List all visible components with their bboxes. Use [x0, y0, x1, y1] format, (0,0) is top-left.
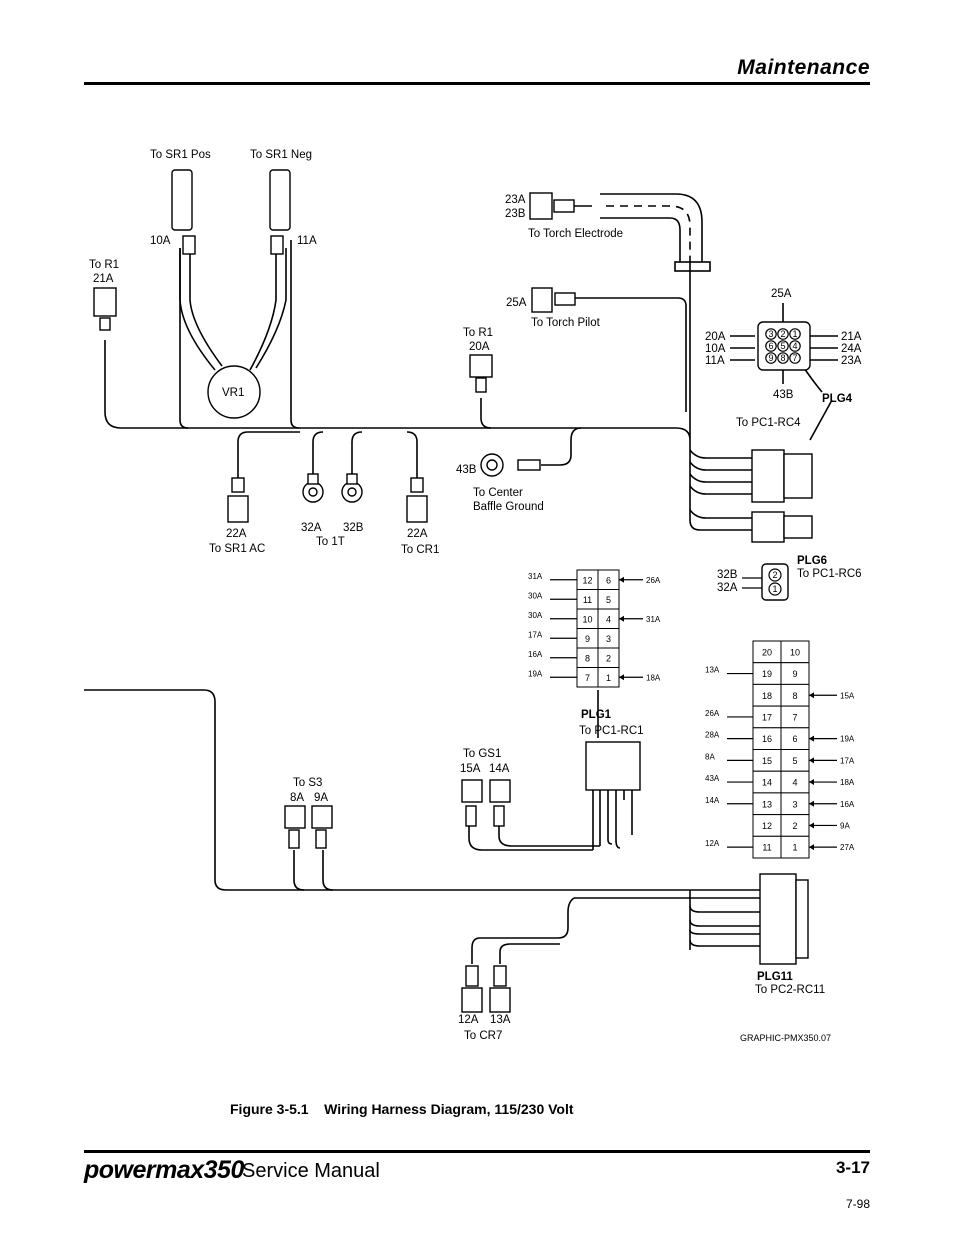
label-wire-10a: 10A	[150, 235, 171, 247]
plg1-pin-table	[528, 570, 661, 687]
plg11-wire-left: 13A	[705, 665, 720, 675]
label-wire-43b: 43B	[456, 464, 477, 476]
revision-date: 7-98	[845, 1197, 870, 1211]
label-wire-20a: 20A	[469, 341, 490, 353]
plg1-wire-right: 18A	[646, 673, 661, 683]
plg4-label-left-1: 20A	[705, 331, 726, 343]
plg11-wire-right: 16A	[840, 799, 855, 809]
plg11-wire-left: 8A	[705, 752, 715, 762]
plg1-pin-b: 4	[605, 614, 612, 625]
plg11-pin-a: 14	[761, 777, 773, 788]
plg11-pin-b: 8	[792, 690, 798, 701]
plg11-pin-b: 4	[792, 777, 798, 788]
page-number: 3-17	[835, 1158, 870, 1177]
plg11-pin-a: 11	[762, 842, 772, 853]
label-wire-14a: 14A	[489, 763, 510, 775]
plg11-wire-left: 12A	[705, 839, 720, 849]
plg6-to: To PC1-RC6	[797, 568, 862, 580]
plg1-pin-a: 10	[582, 614, 593, 625]
plg11-pin-a: 15	[761, 755, 773, 766]
plg4-pin-number: 3	[768, 329, 774, 339]
label-to-sr1-neg: To SR1 Neg	[250, 149, 313, 161]
plg4-pin-number: 4	[792, 341, 798, 351]
plg11-pin-a: 17	[761, 712, 773, 723]
plg4-pin-number: 5	[780, 341, 786, 351]
plg11-pin-b: 9	[792, 669, 798, 680]
plg11-name: PLG11	[757, 971, 793, 983]
plg11-wire-right: 19A	[840, 734, 855, 744]
plg1-wire-left: 30A	[528, 591, 543, 601]
label-to-sr1-pos: To SR1 Pos	[150, 149, 211, 161]
plg4-label-left-3: 11A	[705, 355, 725, 367]
plg11-pin-a: 20	[761, 647, 773, 658]
label-wire-32b: 32B	[343, 522, 364, 534]
brand-logo: powermax350	[84, 1156, 244, 1184]
label-vr1: VR1	[222, 387, 245, 399]
plg1-wire-left: 16A	[528, 649, 543, 659]
plg1-pin-a: 8	[584, 653, 591, 664]
label-to-sr1-ac: To SR1 AC	[209, 543, 266, 555]
plg1-pin-a: 12	[582, 575, 593, 586]
label-to-center: To Center	[473, 487, 523, 499]
section-title: Maintenance	[737, 56, 870, 79]
plg11-pin-a: 16	[761, 734, 773, 745]
plg4-pin-number: 6	[768, 341, 774, 351]
label-wire-15a: 15A	[460, 763, 481, 775]
plg6-name: PLG6	[797, 555, 828, 567]
plg1-wire-right: 26A	[646, 575, 661, 585]
manual-title: Service Manual	[242, 1160, 380, 1182]
plg11-wire-right: 17A	[840, 756, 855, 766]
label-wire-21a: 21A	[93, 273, 114, 285]
plg11-pin-b: 10	[789, 647, 801, 658]
label-to-s3: To S3	[293, 777, 323, 789]
plg11-wire-left: 14A	[705, 795, 720, 805]
label-wire-9a: 9A	[314, 792, 329, 804]
plg4-label-top: 25A	[771, 288, 792, 300]
plg1-pin-b: 2	[605, 653, 612, 664]
plg11-wire-right: 9A	[840, 821, 850, 831]
plg11-pin-b: 5	[792, 755, 798, 766]
plg1-wire-left: 31A	[528, 571, 543, 581]
label-to-torch-pilot: To Torch Pilot	[531, 317, 600, 329]
plg11-pin-b: 3	[792, 799, 798, 810]
plg11-pin-b: 6	[792, 734, 798, 745]
plg11-wire-right: 27A	[840, 843, 855, 853]
plg11-pin-a: 18	[761, 690, 773, 701]
footer-rule	[84, 1150, 870, 1153]
plg1-pin-b: 6	[605, 575, 612, 586]
plg4-pin-number: 7	[792, 353, 798, 363]
plg1-name: PLG1	[581, 709, 612, 721]
plg4-pin-number: 1	[792, 329, 798, 339]
label-wire-23a: 23A	[505, 194, 526, 206]
plg4-pin-grid	[766, 329, 800, 363]
plg4-label-bottom: 43B	[773, 389, 794, 401]
label-wire-32a: 32A	[301, 522, 322, 534]
plg11-wire-right: 15A	[840, 691, 855, 701]
label-to-r1-left: To R1	[89, 259, 120, 271]
plg4-to: To PC1-RC4	[736, 417, 801, 429]
label-wire-23b: 23B	[505, 208, 526, 220]
plg11-pin-b: 2	[792, 820, 798, 831]
plg1-pin-b: 1	[605, 672, 612, 683]
figure-caption: Figure 3-5.1 Wiring Harness Diagram, 115/230 Volt	[230, 1101, 574, 1117]
plg11-wire-right: 18A	[840, 778, 855, 788]
plg1-pin-a: 11	[582, 594, 593, 605]
plg1-pin-b: 3	[605, 633, 612, 644]
plg11-pin-a: 19	[761, 669, 773, 680]
label-to-cr7: To CR7	[464, 1030, 503, 1042]
plg4-label-left-2: 10A	[705, 343, 726, 355]
plg11-pin-a: 13	[761, 799, 773, 810]
plg1-pin-b: 5	[605, 594, 612, 605]
plg1-pin-a: 7	[584, 672, 591, 683]
label-baffle-ground: Baffle Ground	[473, 501, 544, 513]
label-wire-22a-cr1: 22A	[407, 528, 428, 540]
plg1-to: To PC1-RC1	[579, 725, 644, 737]
plg11-wire-left: 28A	[705, 730, 720, 740]
plg1-wire-left: 17A	[528, 630, 543, 640]
label-wire-8a: 8A	[290, 792, 305, 804]
plg11-wire-left: 26A	[705, 708, 720, 718]
plg6-pin-number: 2	[772, 570, 778, 580]
label-wire-25a: 25A	[506, 297, 527, 309]
plg4-pin-number: 8	[780, 353, 786, 363]
plg11-pin-a: 12	[761, 820, 773, 831]
label-wire-13a: 13A	[490, 1014, 511, 1026]
label-wire-11a: 11A	[297, 235, 317, 247]
plg11-pin-b: 1	[792, 842, 798, 853]
plg11-pin-table	[705, 641, 855, 858]
plg11-to: To PC2-RC11	[755, 984, 826, 996]
plg4-label-right-1: 21A	[841, 331, 862, 343]
label-to-cr1: To CR1	[401, 544, 440, 556]
plg4-pin-number: 9	[768, 353, 774, 363]
label-to-1t: To 1T	[316, 536, 345, 548]
label-wire-22a-sr1: 22A	[226, 528, 247, 540]
plg4-label-right-3: 23A	[841, 355, 862, 367]
label-wire-12a: 12A	[458, 1014, 479, 1026]
plg1-wire-left: 30A	[528, 610, 543, 620]
plg11-wire-left: 43A	[705, 774, 720, 784]
plg1-wire-right: 31A	[646, 614, 661, 624]
plg4-pin-number: 2	[780, 329, 786, 339]
plg1-pin-a: 9	[584, 633, 591, 644]
label-to-gs1: To GS1	[463, 748, 502, 760]
plg4-label-right-2: 24A	[841, 343, 862, 355]
label-to-r1-mid: To R1	[463, 327, 494, 339]
plg6-pin-number: 1	[772, 584, 778, 594]
graphic-id: GRAPHIC-PMX350.07	[740, 1033, 832, 1043]
label-to-torch-electrode: To Torch Electrode	[528, 228, 624, 240]
plg1-wire-left: 19A	[528, 669, 543, 679]
plg6-label-32a: 32A	[717, 582, 738, 594]
plg6-label-32b: 32B	[717, 569, 738, 581]
plg11-pin-b: 7	[792, 712, 798, 723]
plg4-name: PLG4	[822, 393, 853, 405]
